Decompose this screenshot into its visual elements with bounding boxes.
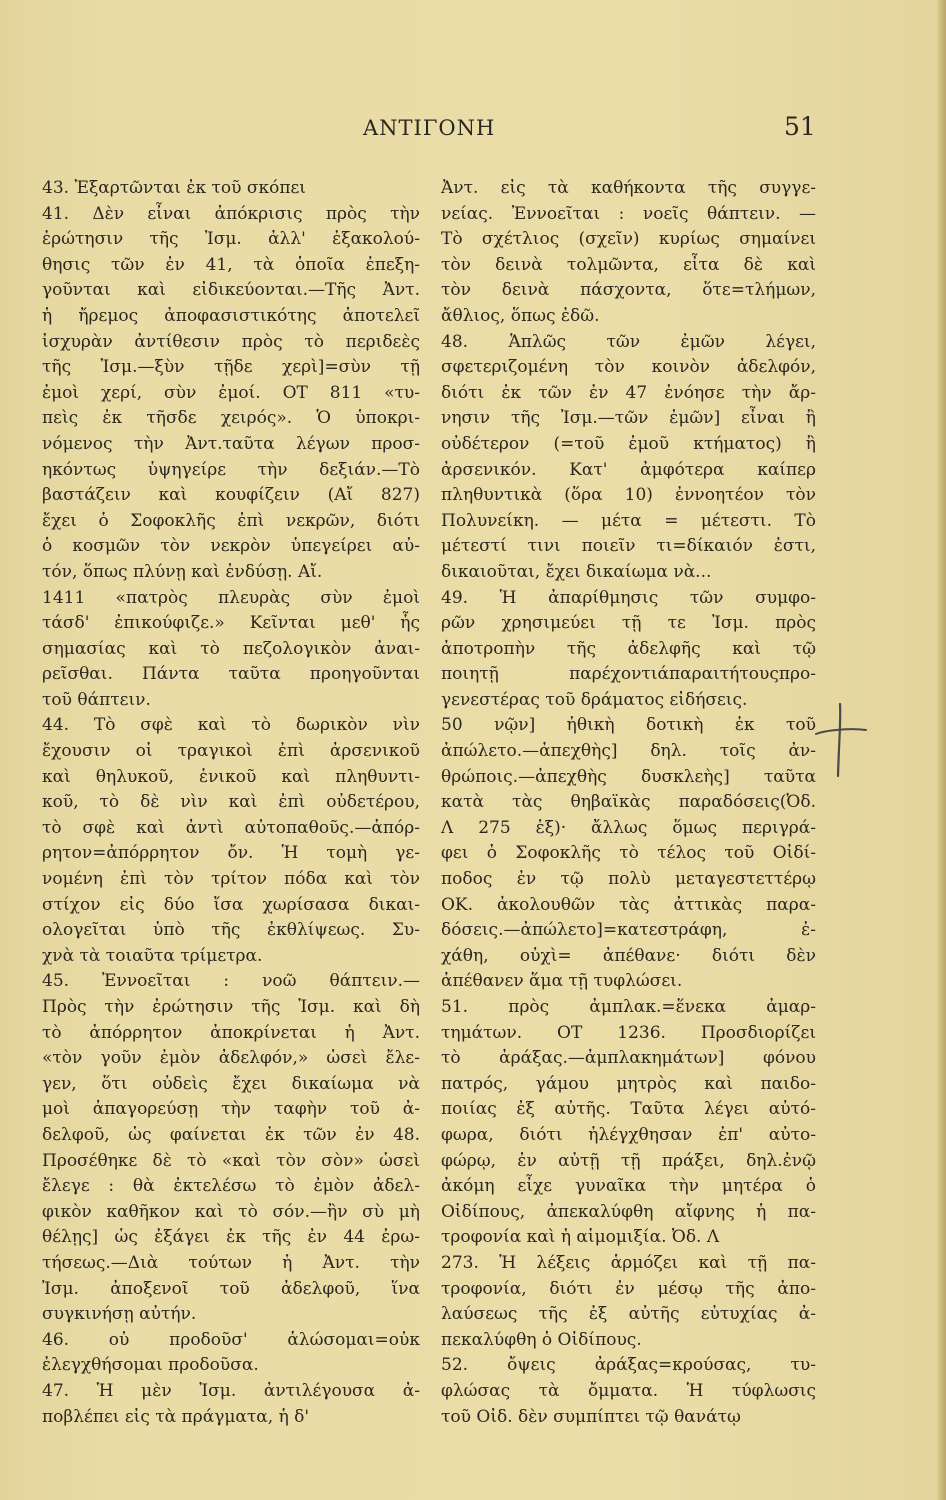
left-line: τάσδ' ἐπικούφιζε.» Κεῖνται μεθ' ἧς — [42, 613, 420, 634]
right-line: Ἀντ. εἰς τὰ καθήκοντα τῆς συγγε- — [441, 178, 816, 198]
left-line: 44. Τὸ σφὲ καὶ τὸ δωρικὸν νὶν — [42, 715, 420, 736]
left-line: ὁ κοσμῶν τὸν νεκρὸν ὑπεγείρει αὐ- — [42, 536, 420, 557]
right-line: πληθυντικὰ (ὅρα 10) ἐννοητέον τὸν — [441, 485, 816, 506]
left-line: σημασίας καὶ τὸ πεζολογικὸν ἀναι- — [42, 638, 420, 659]
left-line: τῆς Ἰσμ.—ξὺν τῇδε χερὶ]=σὺν τῇ — [42, 357, 420, 378]
pencil-cross-mark — [810, 700, 870, 780]
right-line: πεκαλύφθη ὁ Οἰδίπους. — [441, 1329, 642, 1350]
left-line: νομένη ἐπὶ τὸν τρίτον πόδα καὶ τὸν — [42, 869, 420, 890]
left-line: νόμενος τὴν Ἀντ.ταῦτα λέγων προσ- — [42, 433, 420, 454]
right-line: μέτεστί τινι ποιεῖν τι=δίκαιόν ἐστι, — [441, 536, 816, 557]
right-line: σφετεριζομένη τὸν κοινὸν ἀδελφόν, — [441, 357, 816, 378]
right-line: τὸ ἀράξας.—ἀμπλακημάτων] φόνου — [441, 1048, 816, 1069]
left-line: ἡ ἤρεμος ἀποφασιστικότης ἀποτελεῖ — [42, 305, 420, 326]
right-line: οὐδέτερον (=τοῦ ἐμοῦ κτήματος) ἢ — [441, 433, 816, 454]
right-line: φωρα, διότι ἠλέγχθησαν ἐπ' αὐτο- — [441, 1124, 816, 1145]
right-line: ΟΚ. ἀκολουθῶν τὰς ἀττικὰς παρα- — [441, 894, 816, 915]
right-line: κατὰ τὰς θηβαϊκὰς παραδόσεις(Ὀδ. — [441, 792, 816, 813]
right-line: ποιητῇ παρέχοντιάπαραιτήτουςπρο- — [441, 664, 816, 685]
page-header — [0, 112, 946, 146]
right-line: τὸν δεινὰ τολμῶντα, εἶτα δὲ καὶ — [441, 254, 816, 275]
left-line: χνὰ τὰ τοιαῦτα τρίμετρα. — [42, 945, 263, 966]
right-line: νείας. Ἐννοεῖται : νοεῖς θάπτειν. — — [441, 203, 816, 224]
right-line: Λ 275 ἑξ)· ἄλλως ὅμως περιγρά- — [441, 817, 816, 838]
right-line: πατρός, γάμου μητρὸς καὶ παιδο- — [441, 1073, 816, 1094]
left-line: ἐρώτησιν τῆς Ἰσμ. ἀλλ' ἐξακολού- — [42, 229, 420, 250]
left-line: τὸ σφὲ καὶ ἀντὶ αὐτοπαθοῦς.—ἀπόρ- — [42, 817, 420, 838]
left-line: ἐμοὶ χερί, σὺν ἐμοί. ΟΤ 811 «τυ- — [42, 382, 420, 403]
right-line: τημάτων. ΟΤ 1236. Προσδιορίζει — [441, 1022, 816, 1043]
left-line: γοῦνται καὶ εἰδικεύονται.—Τῆς Ἀντ. — [42, 280, 420, 301]
running-title: ΑΝΤΙΓΟΝΗ — [363, 116, 496, 140]
left-line: ρεῖσθαι. Πάντα ταῦτα προηγοῦνται — [42, 664, 420, 685]
left-line: συγκινήσῃ αὐτήν. — [42, 1304, 197, 1325]
right-line: 49. Ἡ ἀπαρίθμησις τῶν συμφο- — [441, 587, 816, 608]
left-line: Πρὸς τὴν ἐρώτησιν τῆς Ἰσμ. καὶ δὴ — [42, 997, 420, 1017]
left-line: βαστάζειν καὶ κουφίζειν (Αἴ 827) — [42, 485, 420, 506]
right-line: 273. Ἡ λέξεις ἁρμόζει καὶ τῇ πα- — [441, 1252, 816, 1273]
right-line: 48. Ἁπλῶς τῶν ἐμῶν λέγει, — [441, 331, 816, 352]
left-line: «τὸν γοῦν ἐμὸν ἀδελφόν,» ὡσεὶ ἔλε- — [42, 1048, 420, 1069]
left-line: θέλῃς] ὡς ἐξάγει ἐκ τῆς ἐν 44 ἐρω- — [42, 1227, 420, 1248]
right-line: νησιν τῆς Ἰσμ.—τῶν ἐμῶν] εἶναι ἢ — [441, 408, 816, 429]
right-line: 51. πρὸς ἀμπλακ.=ἕνεκα ἀμαρ- — [441, 997, 816, 1017]
left-line: φικὸν καθῆκον καὶ τὸ σόν.—ἢν σὺ μὴ — [42, 1201, 420, 1222]
page-number: 51 — [784, 112, 816, 141]
right-line: ἀπέθανεν ἅμα τῇ τυφλώσει. — [441, 971, 683, 992]
left-line: 41. Δὲν εἶναι ἀπόκρισις πρὸς τὴν — [42, 203, 420, 224]
right-line: Οἰδίπους, ἀπεκαλύφθη αἴφνης ἡ πα- — [441, 1201, 816, 1222]
right-line: ἀπώλετο.—ἀπεχθὴς] δηλ. τοῖς ἀν- — [441, 741, 816, 762]
right-line: φώρῳ, ἐν αὐτῇ τῇ πράξει, δηλ.ἐνῷ — [441, 1150, 816, 1171]
left-line: ηκόντως ὑψηγείρε τὴν δεξιάν.—Τὸ — [42, 459, 420, 480]
left-line: ποβλέπει εἰς τὰ πράγματα, ἡ δ' — [42, 1406, 310, 1427]
right-line: θρώποις.—ἀπεχθὴς δυσκλεὴς] ταῦτα — [441, 766, 816, 787]
left-line: 1411 «πατρὸς πλευρὰς σὺν ἐμοὶ — [42, 587, 420, 608]
page-edge — [938, 0, 946, 1500]
left-line: καὶ θηλυκοῦ, ἑνικοῦ καὶ πληθυντι- — [42, 766, 420, 787]
right-line: τὸν δεινὰ πάσχοντα, ὅτε=τλήμων, — [441, 280, 816, 301]
right-line: τοῦ Οἰδ. δὲν συμπίπτει τῷ θανάτῳ — [441, 1406, 741, 1427]
left-line: στίχον εἰς δύο ἴσα χωρίσασα δικαι- — [42, 894, 420, 915]
left-line: κοῦ, τὸ δὲ νὶν καὶ ἐπὶ οὐδετέρου, — [42, 792, 420, 813]
left-line: 45. Ἐννοεῖται : νοῶ θάπτειν.— — [42, 971, 420, 992]
right-line: ποιίας ἐξ αὐτῆς. Ταῦτα λέγει αὐτό- — [441, 1099, 816, 1120]
right-line: τροφονία, διότι ἐν μέσῳ τῆς ἀπο- — [441, 1278, 816, 1299]
right-line: ἀρσενικόν. Κατ' ἀμφότερα καίπερ — [441, 459, 816, 480]
left-line: τήσεως.—Διὰ τούτων ἡ Ἀντ. τὴν — [42, 1252, 420, 1273]
right-line: διότι ἐκ τῶν ἐν 47 ἐνόησε τὴν ἄρ- — [441, 382, 816, 403]
left-column — [42, 176, 420, 1430]
left-line: ρητον=ἀπόρρητον ὄν. Ἡ τομὴ γε- — [42, 843, 420, 864]
right-line: Τὸ σχέτλιος (σχεῖν) κυρίως σημαίνει — [441, 229, 816, 250]
right-line: δικαιοῦται, ἔχει δικαίωμα νὰ... — [441, 561, 712, 582]
right-line: φει ὁ Σοφοκλῆς τὸ τέλος τοῦ Οἰδί- — [441, 843, 816, 864]
right-line: λαύσεως τῆς ἐξ αὐτῆς εὐτυχίας ἀ- — [441, 1304, 816, 1325]
right-column — [441, 176, 816, 1430]
left-line: ἔχει ὁ Σοφοκλῆς ἐπὶ νεκρῶν, διότι — [42, 510, 420, 531]
right-line: ἀκόμη εἶχε γυναῖκα τὴν μητέρα ὁ — [441, 1176, 816, 1197]
right-line: γενεστέρας τοῦ δράματος εἰδήσεις. — [441, 689, 748, 710]
right-line: τροφονία καὶ ἡ αἱμομιξία. Ὀδ. Λ — [441, 1227, 720, 1248]
right-line: 52. ὄψεις ἀράξας=κρούσας, τυ- — [441, 1355, 816, 1376]
left-line: τοῦ θάπτειν. — [42, 689, 151, 710]
left-line: θησις τῶν ἐν 41, τὰ ὁποῖα ἐπεξη- — [42, 254, 420, 275]
left-line: 46. οὐ προδοῦσ' ἁλώσομαι=οὐκ — [42, 1329, 420, 1350]
left-line: γεν, ὅτι οὐδεὶς ἔχει δικαίωμα νὰ — [42, 1073, 420, 1094]
right-line: ρῶν χρησιμεύει τῇ τε Ἰσμ. πρὸς — [441, 613, 816, 634]
left-line: τὸ ἀπόρρητον ἀποκρίνεται ἡ Ἀντ. — [42, 1022, 420, 1043]
left-line: ολογεῖται ὑπὸ τῆς ἐκθλίψεως. Συ- — [42, 920, 420, 941]
left-line: δελφοῦ, ὡς φαίνεται ἐκ τῶν ἐν 48. — [42, 1124, 420, 1145]
right-line: δόσεις.—ἀπώλετο]=κατεστράφη, ἐ- — [441, 920, 816, 941]
right-line: χάθη, οὐχὶ= ἀπέθανε· διότι δὲν — [441, 945, 816, 966]
left-line: 47. Ἡ μὲν Ἰσμ. ἀντιλέγουσα ἀ- — [42, 1380, 420, 1401]
left-line: 43. Ἐξαρτῶνται ἐκ τοῦ σκόπει — [42, 178, 306, 198]
left-line: ἔλεγε : θὰ ἐκτελέσω τὸ ἐμὸν ἀδελ- — [42, 1176, 420, 1197]
right-line: Πολυνείκη. — μέτα = μέτεστι. Τὸ — [441, 510, 816, 531]
left-line: ἐλεγχθήσομαι προδοῦσα. — [42, 1355, 259, 1376]
left-line: ἰσχυρὰν ἀντίθεσιν πρὸς τὸ περιδεὲς — [42, 331, 420, 352]
left-line: ἔχουσιν οἱ τραγικοὶ ἐπὶ ἀρσενικοῦ — [42, 741, 420, 762]
left-line: Προσέθηκε δὲ τὸ «καὶ τὸν σὸν» ὡσεὶ — [42, 1150, 420, 1171]
left-line: μοὶ ἀπαγορεύσῃ τὴν ταφὴν τοῦ ἀ- — [42, 1099, 420, 1120]
right-line: ἀποτροπὴν τῆς ἀδελφῆς καὶ τῷ — [441, 638, 816, 659]
right-line: ἄθλιος, ὅπως ἐδῶ. — [441, 305, 600, 326]
left-line: πεὶς ἐκ τῆσδε χειρός». Ὁ ὑποκρι- — [42, 408, 420, 429]
right-line: φλώσας τὰ ὄμματα. Ἡ τύφλωσις — [441, 1380, 816, 1401]
right-line: 50 νῷν] ἠθικὴ δοτικὴ ἐκ τοῦ — [441, 715, 816, 736]
left-line: τόν, ὅπως πλύνῃ καὶ ἐνδύσῃ. Αἴ. — [42, 561, 323, 582]
right-line: ποδος ἐν τῷ πολὺ μεταγεστεττέρῳ — [441, 869, 816, 890]
left-line: Ἰσμ. ἀποξενοῖ τοῦ ἀδελφοῦ, ἵνα — [42, 1278, 420, 1299]
